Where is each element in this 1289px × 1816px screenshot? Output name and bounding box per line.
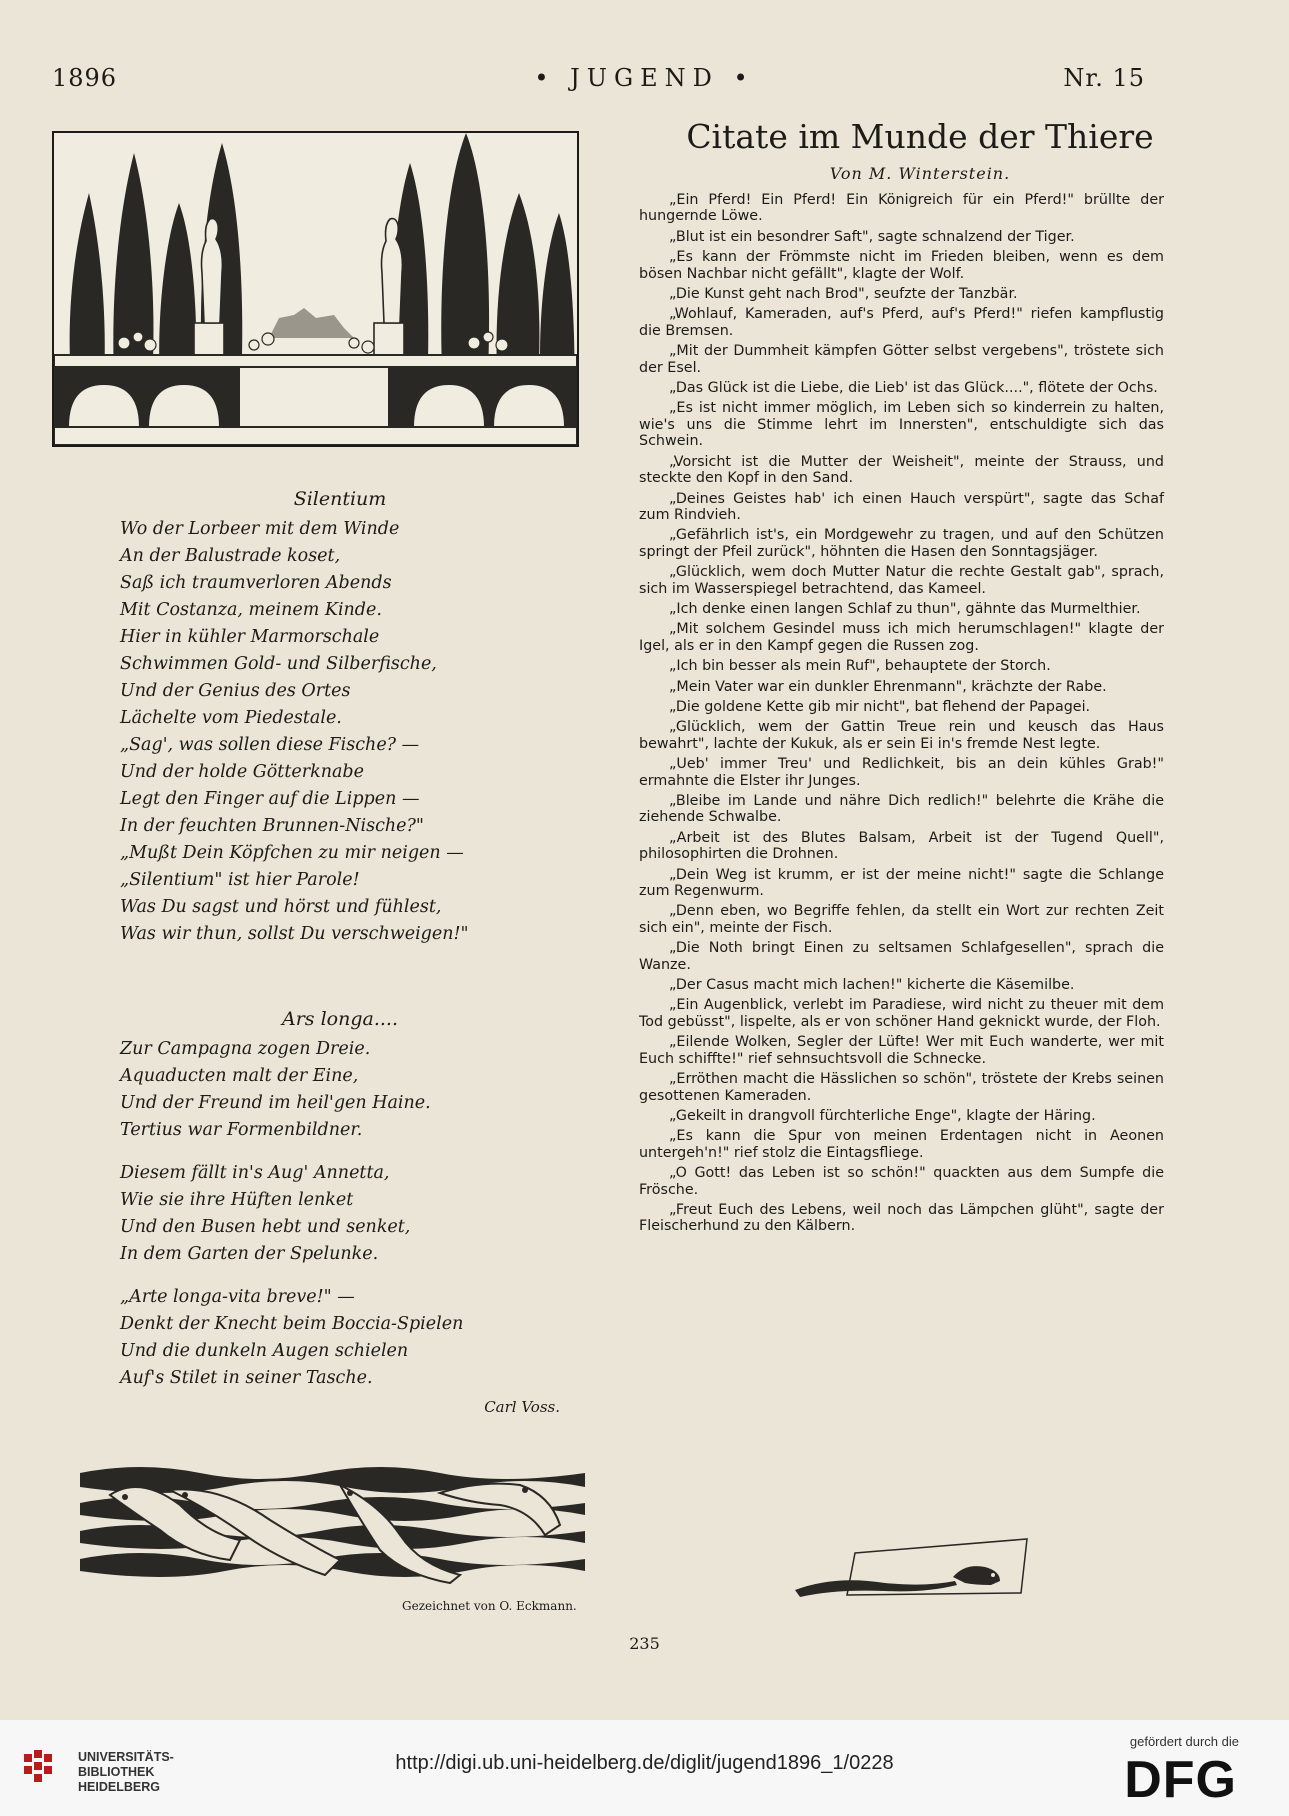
quote-paragraph: „Es kann die Spur von meinen Erdentagen nicht in Aeonen untergeh'n!" rief stolz die Eintagsfliege.	[639, 1128, 1164, 1161]
poem-line: Denkt der Knecht beim Boccia-Spielen	[120, 1314, 464, 1334]
quote-paragraph: „Eilende Wolken, Segler der Lüfte! Wer mit Euch wanderte, wer mit Euch schiffte!" rief sehnsuchtsvoll die Schnecke.	[639, 1034, 1164, 1067]
poem-line: Tertius war Formenbildner.	[120, 1120, 363, 1140]
quote-paragraph: „Glücklich, wem doch Mutter Natur die rechte Gestalt gab", sprach, sich im Wasserspiegel betrachtend, das Kameel.	[639, 564, 1164, 597]
quote-paragraph: „Ein Augenblick, verlebt im Paradiese, wird nicht zu theuer mit dem Tod gebüsst", lispelte, als er von schöner Hand geknickt wurde, der Floh.	[639, 997, 1164, 1030]
quote-paragraph: „Gefährlich ist's, ein Mordgewehr zu tragen, und auf den Schützen springt der Pfeil zurück", höhnten die Hasen den Sonntagsjäger.	[639, 527, 1164, 560]
poem-line: Diesem fällt in's Aug' Annetta,	[120, 1163, 390, 1183]
quote-paragraph: „Deines Geistes hab' ich einen Hauch verspürt", sagte das Schaf zum Rindvieh.	[639, 490, 1164, 523]
poem-line: Saß ich traumverloren Abends	[120, 573, 392, 593]
poem-line: Was wir thun, sollst Du verschweigen!"	[120, 924, 469, 944]
poem-line: Auf's Stilet in seiner Tasche.	[120, 1368, 373, 1388]
poem-line: In der feuchten Brunnen-Nische?"	[120, 816, 424, 836]
quote-paragraph: „Die goldene Kette gib mir nicht", bat flehend der Papagei.	[669, 698, 1091, 715]
quote-paragraph: „Glücklich, wem der Gattin Treue rein und keusch das Haus bewahrt", lachte der Kukuk, als er sein Ei in's fremde Nest legte.	[639, 719, 1164, 752]
library-name-line: HEIDELBERG	[78, 1780, 160, 1794]
quote-paragraph: „Arbeit ist des Blutes Balsam, Arbeit ist der Tugend Quell", philosophirten die Drohnen.	[639, 829, 1164, 863]
quote-paragraph: „Es kann der Frömmste nicht im Frieden bleiben, wenn es dem bösen Nachbar nicht gefällt", klagte der Wolf.	[639, 249, 1164, 282]
quote-paragraph: „Mit der Dummheit kämpfen Götter selbst vergebens", tröstete sich der Esel.	[639, 343, 1164, 376]
article-title: Citate im Munde der Thiere	[686, 117, 1154, 156]
poem-line: Mit Costanza, meinem Kinde.	[120, 600, 382, 620]
illustration-caption: Gezeichnet von O. Eckmann.	[402, 1599, 577, 1613]
poem-line: Zur Campagna zogen Dreie.	[120, 1039, 371, 1059]
poem-line: Was Du sagst und hörst und fühlest,	[120, 897, 442, 917]
quote-paragraph: „Das Glück ist die Liebe, die Lieb' ist das Glück....", flötete der Ochs.	[669, 380, 1158, 397]
quote-paragraph: „Dein Weg ist krumm, er ist der meine nicht!" sagte die Schlange zum Regenwurm.	[639, 866, 1164, 900]
poem-line: Legt den Finger auf die Lippen —	[120, 789, 420, 809]
quote-paragraph: „Mit solchem Gesindel muss ich mich herumschlagen!" klagte der Igel, als er in den Kampf gegen die Russen zog.	[639, 621, 1164, 654]
article-byline: Von M. Winterstein.	[829, 164, 1011, 183]
quote-paragraph: „Die Noth bringt Einen zu seltsamen Schlafgesellen", sprach die Wanze.	[639, 940, 1164, 973]
lizard-vignette	[795, 1535, 1035, 1607]
poem-silentium	[120, 488, 560, 948]
poem-title: Silentium	[293, 488, 387, 510]
fish-illustration	[80, 1465, 585, 1585]
funded-by-label: gefördert durch die	[1129, 1734, 1239, 1749]
poem-line: Und die dunkeln Augen schielen	[120, 1341, 409, 1361]
header-issue: Nr. 15	[1063, 64, 1145, 92]
footer-bar	[0, 1720, 1289, 1816]
header-year: 1896	[52, 64, 118, 92]
quote-paragraph: „Ich bin besser als mein Ruf", behauptete der Storch.	[669, 658, 1051, 675]
poem-title: Ars longa....	[282, 1008, 398, 1030]
poem-author: Carl Voss.	[484, 1398, 560, 1416]
article-body	[639, 192, 1164, 1239]
poem-line: „Arte longa-vita breve!" —	[120, 1287, 355, 1307]
poem-line: Und der Genius des Ortes	[120, 681, 351, 701]
quote-paragraph: „Blut ist ein besondrer Saft", sagte schnalzend der Tiger.	[669, 228, 1075, 245]
quote-paragraph: „O Gott! das Leben ist so schön!" quackten aus dem Sumpfe die Frösche.	[639, 1165, 1164, 1198]
poem-line: Und der holde Götterknabe	[120, 762, 364, 782]
quote-paragraph: „Freut Euch des Lebens, weil noch das Lämpchen glüht", sagte der Fleischerhund zu den Kälbern.	[639, 1201, 1164, 1235]
poem-line: Wo der Lorbeer mit dem Winde	[120, 519, 400, 539]
quote-paragraph: „Der Casus macht mich lachen!" kicherte die Käsemilbe.	[669, 977, 1075, 994]
quote-paragraph: „Vorsicht ist die Mutter der Weisheit", meinte der Strauss, und steckte den Kopf in den Sand.	[639, 453, 1164, 487]
quote-paragraph: „Ueb' immer Treu' und Redlichkeit, bis an dein kühles Grab!" ermahnte die Elster ihr Junges.	[639, 756, 1164, 789]
poem-ars-longa	[120, 1008, 560, 1416]
quote-paragraph: „Denn eben, wo Begriffe fehlen, da stellt ein Wort zur rechten Zeit sich ein", meinte der Fisch.	[639, 903, 1164, 936]
poem-line: „Silentium" ist hier Parole!	[120, 870, 360, 890]
poem-line: Und der Freund im heil'gen Haine.	[120, 1093, 431, 1113]
quote-paragraph: „Ein Pferd! Ein Pferd! Ein Königreich für ein Pferd!" brüllte der hungernde Löwe.	[639, 192, 1164, 225]
poem-line: Lächelte vom Piedestale.	[120, 708, 342, 728]
poem-line: „Mußt Dein Köpfchen zu mir neigen —	[120, 843, 464, 863]
quote-paragraph: „Wohlauf, Kameraden, auf's Pferd, auf's Pferd!" riefen kampflustig die Bremsen.	[639, 306, 1164, 339]
poem-line: An der Balustrade koset,	[120, 546, 341, 566]
poem-line: Hier in kühler Marmorschale	[120, 627, 380, 647]
library-name-line: BIBLIOTHEK	[78, 1765, 155, 1779]
dfg-logo: DFG	[1124, 1751, 1237, 1809]
garden-illustration	[52, 131, 579, 447]
quote-paragraph: „Es ist nicht immer möglich, im Leben sich so kinderrein zu halten, wie's uns die Stimme lehrt im Innersten", entschuldigte sich das Schwein.	[639, 400, 1164, 450]
poem-line: Und den Busen hebt und senket,	[120, 1217, 411, 1237]
quote-paragraph: „Gekeilt in drangvoll fürchterliche Enge", klagte der Häring.	[669, 1107, 1096, 1124]
quote-paragraph: „Ich denke einen langen Schlaf zu thun", gähnte das Murmelthier.	[669, 600, 1141, 617]
quote-paragraph: „Bleibe im Lande und nähre Dich redlich!" belehrte die Krähe die ziehende Schwalbe.	[639, 793, 1164, 826]
poem-line: Aquaducten malt der Eine,	[120, 1066, 359, 1086]
source-url-link[interactable]: http://digi.ub.uni-heidelberg.de/diglit/jugend1896_1/0228	[395, 1752, 894, 1774]
page-number: 235	[629, 1634, 660, 1653]
poem-line: In dem Garten der Spelunke.	[120, 1244, 379, 1264]
quote-paragraph: „Die Kunst geht nach Brod", seufzte der Tanzbär.	[669, 286, 1018, 303]
poem-line: Schwimmen Gold- und Silberfische,	[120, 654, 437, 674]
poem-line: Wie sie ihre Hüften lenket	[120, 1190, 354, 1210]
quote-paragraph: „Erröthen macht die Hässlichen so schön", tröstete der Krebs seinen gesottenen Kameraden.	[639, 1071, 1164, 1104]
header-title: • JUGEND •	[534, 64, 755, 92]
quote-paragraph: „Mein Vater war ein dunkler Ehrenmann", krächzte der Rabe.	[669, 678, 1107, 695]
poem-line: „Sag', was sollen diese Fische? —	[120, 735, 420, 755]
library-name-line: UNIVERSITÄTS-	[78, 1750, 174, 1764]
